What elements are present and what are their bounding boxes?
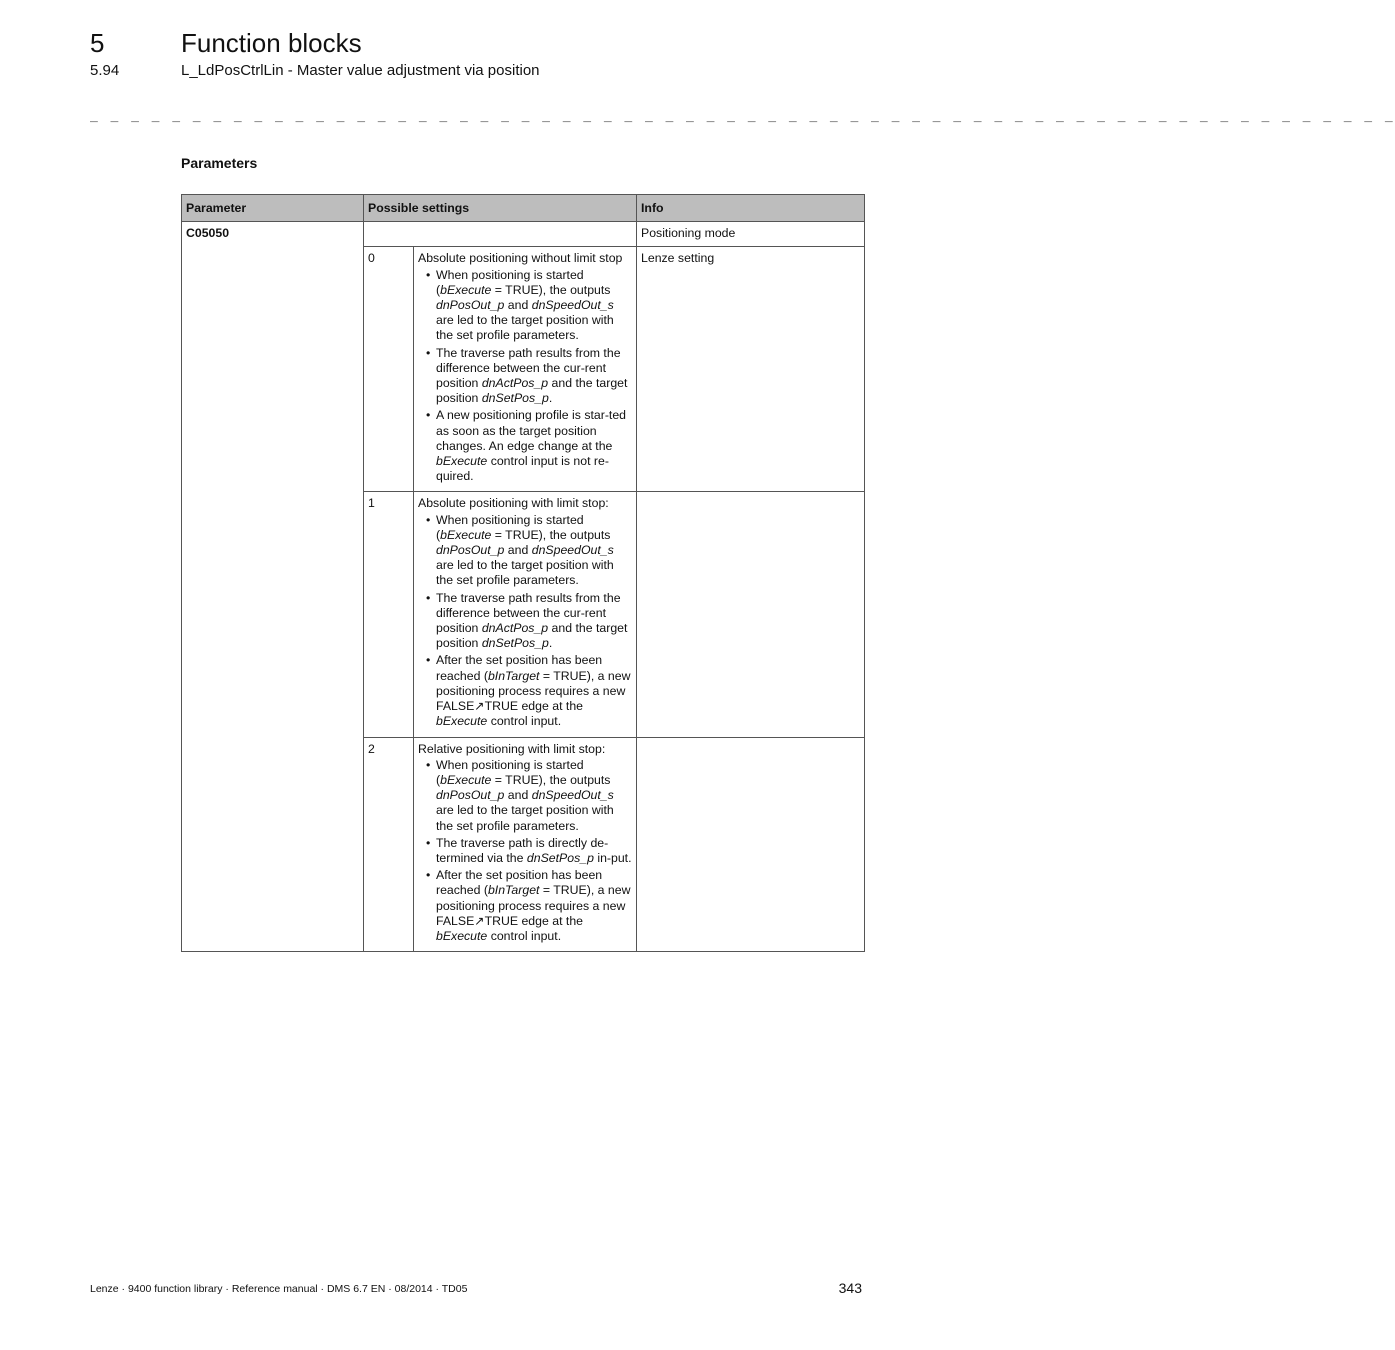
section-number: 5.94 xyxy=(90,62,120,79)
section-title: L_LdPosCtrlLin - Master value adjustment via position xyxy=(181,62,540,79)
setting-title: Absolute positioning without limit stop xyxy=(418,251,623,266)
setting-info: Lenze setting xyxy=(637,247,865,492)
parameter-code: C05050 xyxy=(182,222,364,952)
table-row xyxy=(182,222,865,247)
setting-title: Absolute positioning with limit stop: xyxy=(418,496,609,511)
setting-value: 2 xyxy=(364,737,414,952)
chapter-title: Function blocks xyxy=(181,28,362,58)
list-item: • The traverse path results from the difference between the cur-rent position dnActPos_p and the target position dnSetPos_p. xyxy=(426,346,632,407)
header-divider: _ _ _ _ _ _ _ _ _ _ _ _ _ _ _ _ _ _ _ _ _ _ _ _ _ _ _ _ _ _ _ _ _ _ _ _ _ _ _ _ _ _ _ _ _ _ _ _ _ _ _ _ _ _ _ _ _ _ _ _ _ _ _ _ xyxy=(90,108,1395,123)
column-header-possible-settings: Possible settings xyxy=(364,195,637,222)
page-number: 343 xyxy=(838,1280,862,1296)
setting-value: 0 xyxy=(364,247,414,492)
parameters-heading: Parameters xyxy=(181,155,258,171)
setting-info xyxy=(637,737,865,952)
setting-title: Relative positioning with limit stop: xyxy=(418,741,606,756)
parameters-table xyxy=(181,194,865,952)
footer-text: Lenze · 9400 function library · Reference manual · DMS 6.7 EN · 08/2014 · TD05 xyxy=(90,1283,468,1295)
list-item: • The traverse path results from the difference between the cur-rent position dnActPos_p and the target position dnSetPos_p. xyxy=(426,591,632,652)
list-item: • When positioning is started (bExecute = TRUE), the outputs dnPosOut_p and dnSpeedOut_s are led to the target position with the set profile parameters. xyxy=(426,758,632,834)
bullet-list xyxy=(418,268,632,485)
list-item: • After the set position has been reached (bInTarget = TRUE), a new positioning process requires a new FALSE↗TRUE edge at the bExecute control input. xyxy=(426,653,632,729)
setting-description xyxy=(414,737,637,952)
setting-info xyxy=(637,492,865,737)
list-item: • A new positioning profile is star-ted as soon as the target position changes. An edge change at the bExecute control input is not re-quired. xyxy=(426,408,632,484)
setting-description xyxy=(414,492,637,737)
table-header-row xyxy=(182,195,865,222)
settings-empty-cell xyxy=(364,222,637,247)
chapter-number: 5 xyxy=(90,28,105,58)
parameter-info: Positioning mode xyxy=(637,222,865,247)
list-item: • After the set position has been reached (bInTarget = TRUE), a new positioning process requires a new FALSE↗TRUE edge at the bExecute control input. xyxy=(426,868,632,944)
setting-value: 1 xyxy=(364,492,414,737)
column-header-info: Info xyxy=(637,195,865,222)
list-item: • The traverse path is directly de-termined via the dnSetPos_p in-put. xyxy=(426,836,632,866)
column-header-parameter: Parameter xyxy=(182,195,364,222)
setting-description xyxy=(414,247,637,492)
list-item: • When positioning is started (bExecute = TRUE), the outputs dnPosOut_p and dnSpeedOut_s are led to the target position with the set profile parameters. xyxy=(426,268,632,344)
bullet-list xyxy=(418,513,632,730)
list-item: • When positioning is started (bExecute = TRUE), the outputs dnPosOut_p and dnSpeedOut_s are led to the target position with the set profile parameters. xyxy=(426,513,632,589)
bullet-list xyxy=(418,758,632,944)
